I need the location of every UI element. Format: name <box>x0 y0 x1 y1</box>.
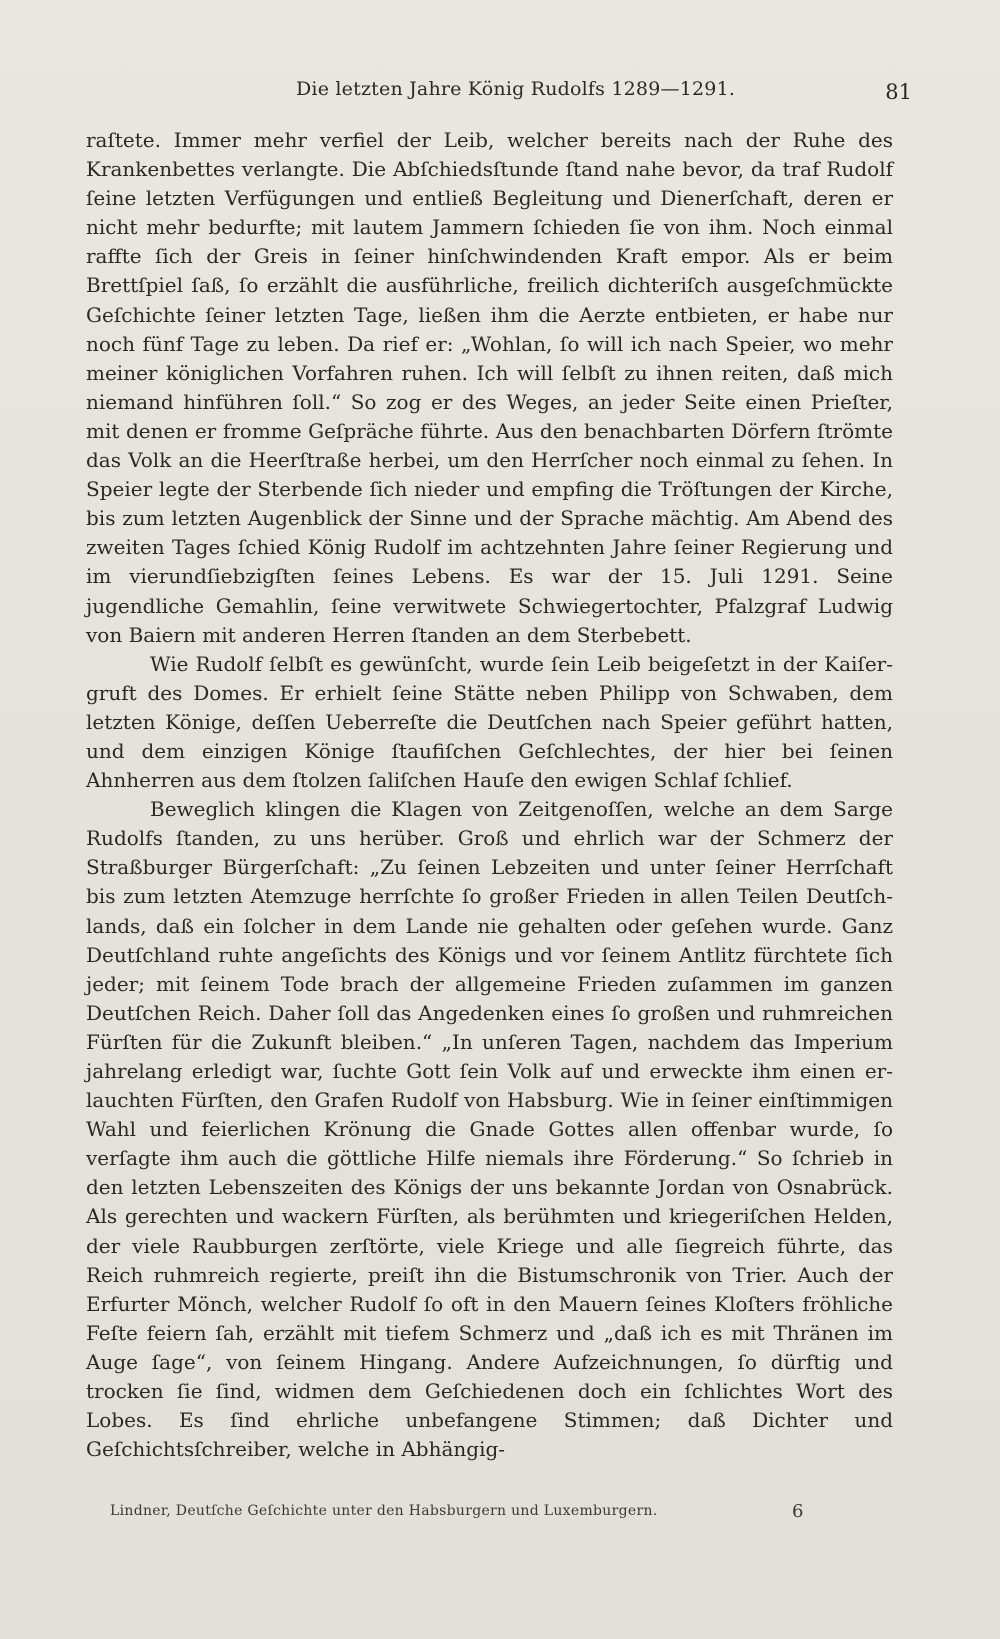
signature-mark: 6 <box>792 1501 804 1522</box>
paragraph: Beweglich klingen die Klagen von Zeitgenoſſen, welche an dem Sarge Rudolfs ſtanden, zu uns herüber. Groß und ehrlich war der Schmerz der Straßburger Bürgerſchaft: „Zu ſeinen Lebzeiten und unter ſeiner Herrſchaft bis zum letzten Atemzuge herrſchte ſo großer Frieden in allen Teilen Deutſchlands, daß ein ſolcher in dem Lande nie gehalten oder geſehen wurde. Ganz Deutſchland ruhte angeſichts des Königs und vor ſeinem Antlitz fürchtete ſich jeder; mit ſeinem Tode brach der allgemeine Frieden zuſammen im ganzen Deutſchen Reich. Daher ſoll das Angedenken eines ſo großen und ruhmreichen Fürſten für die Zukunft bleiben.“ „In unſeren Tagen, nachdem das Imperium jahrelang erledigt war, ſuchte Gott ſein Volk auf und erweckte ihm einen erlauchten Fürſten, den Grafen Rudolf von Habsburg. Wie in ſeiner einſtimmigen Wahl und feierlichen Krönung die Gnade Gottes allen offenbar wurde, ſo verſagte ihm auch die göttliche Hilfe niemals ihre Förderung.“ So ſchrieb in den letzten Lebenszeiten des Königs der uns bekannte Jordan von Osnabrück. Als gerechten und wackern Fürſten, als berühmten und kriegeriſchen Helden, der viele Raubburgen zerſtörte, viele Kriege und alle ſiegreich führte, das Reich ruhmreich regierte, preiſt ihn die Bistumschronik von Trier. Auch der Erfurter Mönch, welcher Rudolf ſo oft in den Mauern ſeines Kloſters fröhliche Feſte feiern ſah, erzählt mit tiefem Schmerz und „daß ich es mit Thränen im Auge ſage“, von ſeinem Hingang. Andere Aufzeichnungen, ſo dürftig und trocken ſie ſind, widmen dem Geſchiedenen doch ein ſchlichtes Wort des Lobes. Es ſind ehrliche unbefangene Stimmen; daß Dichter und Geſchichtsſchreiber, welche in Abhängig- <box>86 797 893 1462</box>
page-number: 81 <box>885 80 912 104</box>
page-footer <box>110 1503 900 1529</box>
running-title: Die letzten Jahre König Rudolfs 1289—1291. <box>296 78 736 100</box>
paragraph: Wie Rudolf ſelbſt es gewünſcht, wurde ſein Leib beigeſetzt in der Kaiſergruft des Domes. Er erhielt ſeine Stätte neben Philipp von Schwaben, dem letzten Könige, deſſen Ueberreſte die Deutſchen nach Speier geführt hatten, und dem einzigen Könige ſtaufiſchen Geſchlechtes, der hier bei ſeinen Ahnherren aus dem ſtolzen ſaliſchen Hauſe den ewigen Schlaf ſchlief. <box>86 651 893 793</box>
page-header <box>86 74 912 114</box>
paragraph: raſtete. Immer mehr verfiel der Leib, welcher bereits nach der Ruhe des Krankenbettes verlangte. Die Abſchiedsſtunde ſtand nahe bevor, da traf Rudolf ſeine letzten Verfügungen und entließ Begleitung und Dienerſchaft, deren er nicht mehr bedurfte; mit lautem Jammern ſchieden ſie von ihm. Noch einmal raffte ſich der Greis in ſeiner hinſchwindenden Kraft empor. Als er beim Brettſpiel ſaß, ſo erzählt die ausführliche, freilich dichteriſch ausgeſchmückte Geſchichte ſeiner letzten Tage, ließen ihm die Aerzte entbieten, er habe nur noch fünf Tage zu leben. Da rief er: „Wohlan, ſo will ich nach Speier, wo mehr meiner königlichen Vorfahren ruhen. Ich will ſelbſt zu ihnen reiten, daß mich niemand hinführen ſoll.“ So zog er des Weges, an jeder Seite einen Prieſter, mit denen er fromme Geſpräche führte. Aus den benachbarten Dörfern ſtrömte das Volk an die Heerſtraße herbei, um den Herrſcher noch einmal zu ſehen. In Speier legte der Sterbende ſich nieder und empfing die Tröſtungen der Kirche, bis zum letzten Augenblick der Sinne und der Sprache mächtig. Am Abend des zweiten Tages ſchied König Rudolf im achtzehnten Jahre ſeiner Regierung und im vierundſiebzigſten ſeines Lebens. Es war der 15. Juli 1291. Seine jugendliche Gemahlin, ſeine verwitwete Schwiegertochter, Pfalzgraf Ludwig von Baiern mit anderen Herren ſtanden an dem Sterbebett. <box>86 128 893 647</box>
body-text <box>86 126 893 1464</box>
footer-citation: Lindner, Deutſche Geſchichte unter den Habsburgern und Luxemburgern. <box>110 1503 658 1519</box>
